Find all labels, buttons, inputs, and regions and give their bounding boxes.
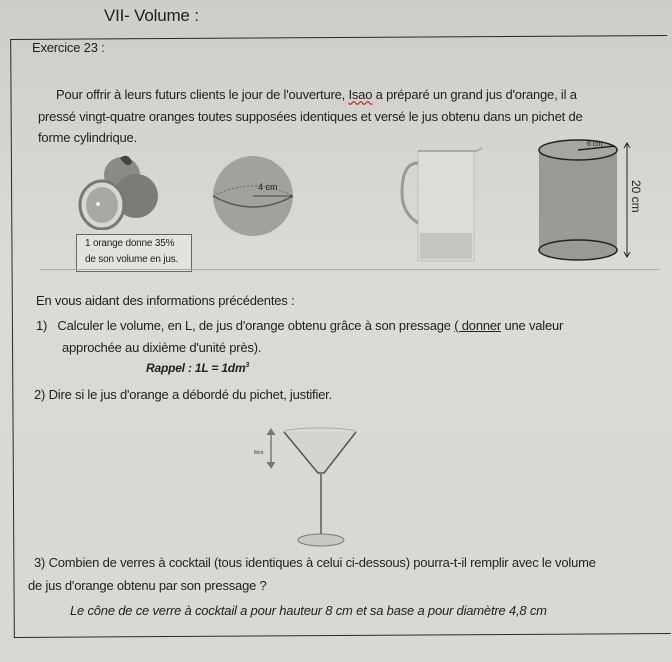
oranges-image <box>72 150 162 230</box>
intro-line-2: pressé vingt-quatre oranges toutes supposées identiques et versé le jus obtenu dans un pichet de <box>38 109 583 124</box>
question-2: 2) Dire si le jus d'orange a débordé du pichet, justifier. <box>34 387 333 402</box>
question-1-underlined: ( donner <box>454 318 502 333</box>
orange-note <box>76 234 192 272</box>
orange-note-line-2: de son volume en jus. <box>85 254 179 265</box>
intro-text: a préparé un grand jus d'orange, il a <box>372 87 577 102</box>
question-3-line-1: 3) Combien de verres à cocktail (tous identiques à celui ci-dessous) pourra-t-il remplir avec le volume <box>34 555 596 570</box>
cylinder-radius-label: 6 cm <box>587 141 603 148</box>
question-3-line-2: de jus d'orange obtenu par son pressage ? <box>28 578 267 593</box>
pitcher-image <box>400 145 486 267</box>
divider <box>40 269 660 270</box>
question-1-text: une valeur <box>501 318 564 333</box>
exercise-title: Exercice 23 : <box>32 40 105 55</box>
cocktail-glass-figure <box>250 425 362 550</box>
reminder <box>146 361 249 375</box>
glass-note: Le cône de ce verre à cocktail a pour hauteur 8 cm et sa base a pour diamètre 4,8 cm <box>70 603 547 618</box>
orange-note-line-1: 1 orange donne 35% <box>85 238 175 249</box>
cylinder-figure <box>535 138 645 268</box>
section-title: VII- Volume : <box>104 6 199 25</box>
reminder-exponent: 3 <box>245 362 250 369</box>
intro-text: Pour offrir à leurs futurs clients le jour de l'ouverture, <box>56 87 349 102</box>
sphere-figure <box>210 155 296 239</box>
intro-line-1 <box>56 87 577 102</box>
cylinder-height-label: 20 cm <box>629 180 643 213</box>
intro-line-3: forme cylindrique. <box>38 130 137 145</box>
sphere-radius-label: 4 cm <box>258 182 278 192</box>
glass-height-label: 8cm <box>254 450 264 456</box>
question-1-line-2: approchée au dixième d'unité près). <box>62 340 262 355</box>
question-1 <box>36 318 563 333</box>
intro-name: Isao <box>348 87 373 102</box>
question-1-number: 1) <box>36 318 48 333</box>
question-1-text: Calculer le volume, en L, de jus d'orange obtenu grâce à son pressage <box>57 318 455 333</box>
lead-in: En vous aidant des informations précédentes : <box>36 293 295 308</box>
reminder-text: Rappel : 1L = 1dm <box>146 361 246 375</box>
